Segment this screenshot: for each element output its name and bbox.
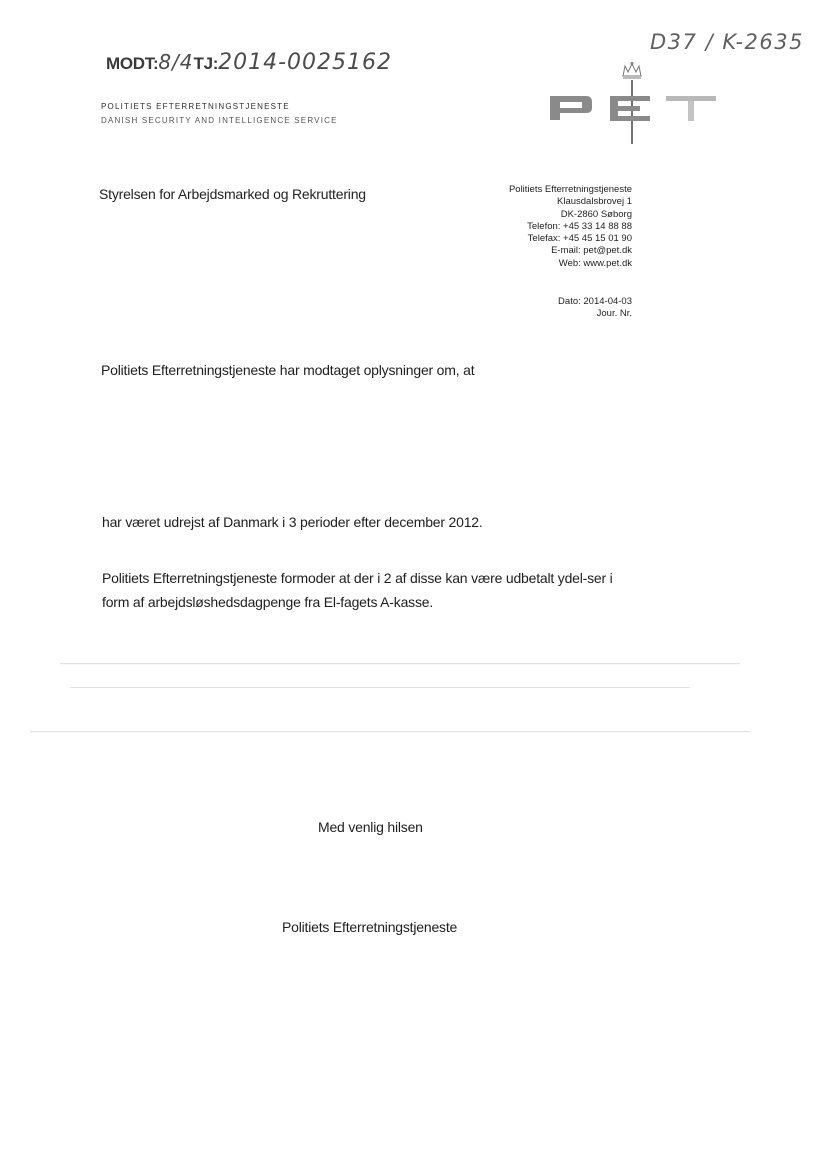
body-paragraph-1: Politiets Efterretningstjeneste har modtaget oplysninger om, at [101,362,475,378]
journal-number: Jour. Nr. [596,308,632,319]
redaction-residue [30,655,770,745]
sender-street: Klausdalsbrovej 1 [557,196,632,208]
stamp-jnr-label: TJ: [193,54,219,73]
stamp-label: MODT: [106,54,159,73]
stamp-date: 8/4 [158,50,194,74]
agency-header [101,100,338,128]
sender-phone: Telefon: +45 33 14 88 88 [527,220,632,232]
sender-postal: DK-2860 Søborg [560,208,632,220]
sender-address-block [509,184,632,270]
agency-name-danish: POLITIETS EFTERRETNINGSTJENESTE [101,102,290,111]
recipient: Styrelsen for Arbejdsmarked og Rekruttering [99,186,366,202]
sender-email: E-mail: pet@pet.dk [551,245,632,257]
agency-name-english: DANISH SECURITY AND INTELLIGENCE SERVICE [101,116,338,125]
crown-icon [623,63,641,79]
body-paragraph-3: Politiets Efterretningstjeneste formoder at der i 2 af disse kan være udbetalt ydel-ser i form af arbejdsløshedsdagpenge fra El-fagets A-kasse. [102,570,613,610]
signature: Politiets Efterretningstjeneste [282,919,458,935]
closing: Med venlig hilsen [318,819,423,835]
stamp-jnr-value: 2014-0025162 [218,50,393,75]
sender-name: Politiets Efterretningstjeneste [508,184,632,195]
received-stamp [106,50,392,82]
letter-date: Dato: 2014-04-03 [558,296,632,307]
letter-meta [558,296,632,320]
handwritten-reference: D37 / K-2635 [650,30,804,54]
sender-web: Web: www.pet.dk [558,257,632,269]
pet-logo [548,62,718,146]
sender-fax: Telefax: +45 45 15 01 90 [527,233,632,245]
body-paragraph-2: har været udrejst af Danmark i 3 perioder efter december 2012. [102,514,483,530]
